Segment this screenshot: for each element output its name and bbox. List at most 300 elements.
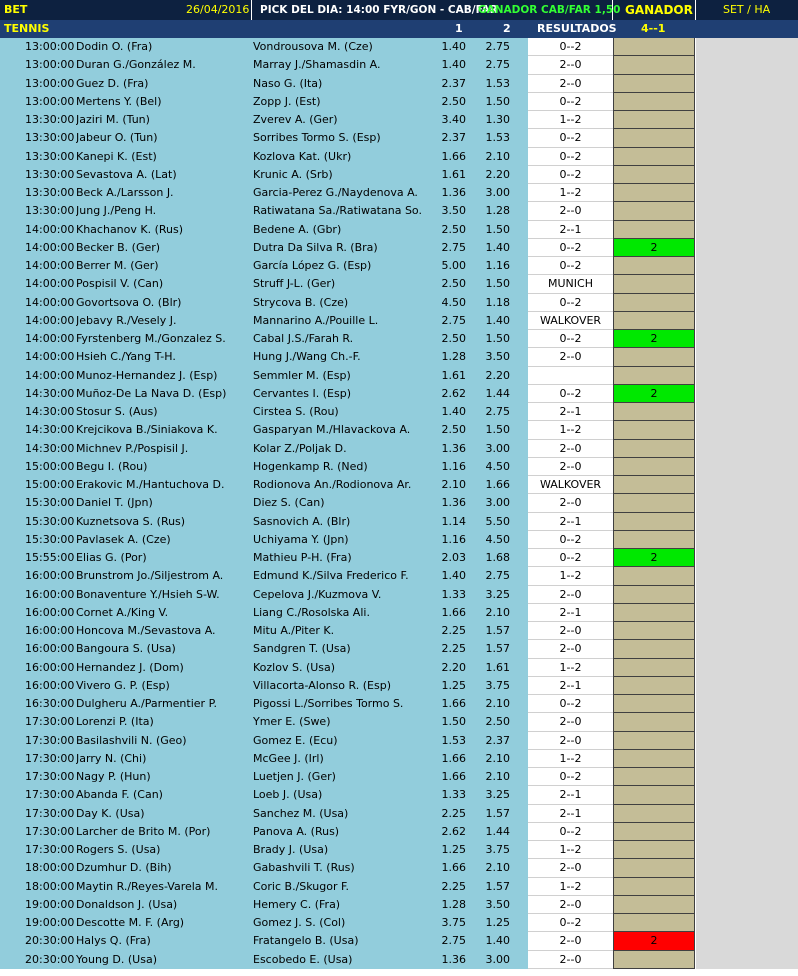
odds-1-cell[interactable]: 2.50 xyxy=(441,423,466,437)
player-1-cell[interactable]: Jarry N. (Chi) xyxy=(76,751,147,765)
set-ha-cell[interactable] xyxy=(696,622,798,640)
player-2-cell[interactable]: Escobedo E. (Usa) xyxy=(253,952,353,966)
result-cell[interactable]: 0--2 xyxy=(528,330,613,348)
result-cell[interactable]: 2--0 xyxy=(528,732,613,750)
set-ha-cell[interactable] xyxy=(696,859,798,877)
player-2-cell[interactable]: Cabal J.S./Farah R. xyxy=(253,332,354,345)
set-ha-cell[interactable] xyxy=(696,841,798,859)
player-2-cell[interactable]: Kolar Z./Poljak D. xyxy=(253,441,347,455)
ganador-cell[interactable] xyxy=(613,494,695,512)
result-cell[interactable]: 2--0 xyxy=(528,494,613,512)
result-cell[interactable]: 0--2 xyxy=(528,294,613,312)
result-cell[interactable]: 2--1 xyxy=(528,221,613,239)
set-ha-cell[interactable] xyxy=(696,713,798,731)
odds-2-cell[interactable]: 3.00 xyxy=(485,952,510,966)
result-cell[interactable]: 0--2 xyxy=(528,166,613,184)
odds-1-cell[interactable]: 3.75 xyxy=(441,916,466,929)
player-1-cell[interactable]: Abanda F. (Can) xyxy=(76,788,163,802)
result-cell[interactable]: 1--2 xyxy=(528,841,613,859)
result-cell[interactable]: 2--0 xyxy=(528,75,613,93)
player-1-cell[interactable]: Beck A./Larsson J. xyxy=(76,186,174,199)
odds-2-cell[interactable]: 1.53 xyxy=(485,76,510,90)
set-ha-cell[interactable] xyxy=(696,275,798,293)
ganador-cell[interactable] xyxy=(613,640,695,658)
odds-2-cell[interactable]: 3.00 xyxy=(485,441,510,455)
ganador-cell[interactable] xyxy=(613,859,695,877)
match-time-cell[interactable]: 19:00:00 xyxy=(25,916,75,929)
odds-1-cell[interactable]: 2.25 xyxy=(441,806,466,820)
odds-2-cell[interactable]: 3.50 xyxy=(485,897,510,911)
set-ha-cell[interactable] xyxy=(696,494,798,512)
ganador-cell[interactable] xyxy=(613,750,695,768)
odds-2-cell[interactable]: 3.75 xyxy=(485,678,510,692)
player-1-cell[interactable]: Stosur S. (Aus) xyxy=(76,405,158,418)
ganador-cell[interactable] xyxy=(613,111,695,129)
result-cell[interactable]: MUNICH xyxy=(528,275,613,293)
odds-1-cell[interactable]: 1.66 xyxy=(441,149,466,163)
odds-2-cell[interactable]: 1.50 xyxy=(485,94,510,108)
set-ha-cell[interactable] xyxy=(696,257,798,275)
result-cell[interactable]: 2--1 xyxy=(528,403,613,421)
player-2-cell[interactable]: Sandgren T. (Usa) xyxy=(253,642,351,656)
player-1-cell[interactable]: Halys Q. (Fra) xyxy=(76,934,151,948)
odds-1-cell[interactable]: 1.16 xyxy=(441,532,466,546)
match-time-cell[interactable]: 17:30:00 xyxy=(25,843,75,856)
odds-2-cell[interactable]: 2.10 xyxy=(485,149,510,163)
odds-1-cell[interactable]: 1.36 xyxy=(441,952,466,966)
set-ha-cell[interactable] xyxy=(696,348,798,366)
match-time-cell[interactable]: 14:00:00 xyxy=(25,259,75,272)
result-cell[interactable]: 0--2 xyxy=(528,129,613,147)
ganador-cell[interactable] xyxy=(613,184,695,202)
set-ha-cell[interactable] xyxy=(696,221,798,239)
set-ha-cell[interactable] xyxy=(696,549,798,567)
set-ha-cell[interactable] xyxy=(696,202,798,220)
odds-1-cell[interactable]: 2.10 xyxy=(441,478,466,491)
odds-1-cell[interactable]: 5.00 xyxy=(441,259,466,272)
player-2-cell[interactable]: Loeb J. (Usa) xyxy=(253,788,323,802)
set-ha-cell[interactable] xyxy=(696,659,798,677)
odds-1-cell[interactable]: 1.16 xyxy=(441,459,466,473)
odds-2-cell[interactable]: 1.18 xyxy=(485,295,510,309)
ganador-cell[interactable] xyxy=(613,348,695,366)
set-ha-cell[interactable] xyxy=(696,786,798,804)
odds-1-cell[interactable]: 2.50 xyxy=(441,277,466,291)
odds-2-cell[interactable]: 3.75 xyxy=(485,843,510,856)
match-time-cell[interactable]: 14:00:00 xyxy=(25,240,75,254)
match-time-cell[interactable]: 18:00:00 xyxy=(25,879,75,893)
player-2-cell[interactable]: Gomez E. (Ecu) xyxy=(253,733,338,747)
odds-1-cell[interactable]: 1.25 xyxy=(441,843,466,856)
player-1-cell[interactable]: Jaziri M. (Tun) xyxy=(76,113,150,126)
player-1-cell[interactable]: Jabeur O. (Tun) xyxy=(76,131,158,145)
result-cell[interactable]: 0--2 xyxy=(528,695,613,713)
odds-1-cell[interactable]: 2.62 xyxy=(441,824,466,838)
result-cell[interactable]: WALKOVER xyxy=(528,312,613,330)
odds-2-cell[interactable]: 2.75 xyxy=(485,58,510,72)
player-2-cell[interactable]: Krunic A. (Srb) xyxy=(253,167,333,181)
result-cell[interactable]: 2--0 xyxy=(528,896,613,914)
player-1-cell[interactable]: Govortsova O. (Blr) xyxy=(76,295,182,309)
odds-2-cell[interactable]: 2.50 xyxy=(485,715,510,729)
player-1-cell[interactable]: Bonaventure Y./Hsieh S-W. xyxy=(76,587,220,601)
player-1-cell[interactable]: Vivero G. P. (Esp) xyxy=(76,678,170,692)
player-1-cell[interactable]: Cornet A./King V. xyxy=(76,605,169,619)
player-1-cell[interactable]: Krejcikova B./Siniakova K. xyxy=(76,423,218,437)
result-cell[interactable] xyxy=(528,367,613,385)
player-1-cell[interactable]: Basilashvili N. (Geo) xyxy=(76,733,187,747)
match-time-cell[interactable]: 17:30:00 xyxy=(25,715,75,729)
odds-2-cell[interactable]: 5.50 xyxy=(485,514,510,528)
player-1-cell[interactable]: Munoz-Hernandez J. (Esp) xyxy=(76,368,218,382)
odds-2-cell[interactable]: 3.00 xyxy=(485,496,510,510)
player-1-cell[interactable]: Descotte M. F. (Arg) xyxy=(76,916,185,929)
set-ha-cell[interactable] xyxy=(696,695,798,713)
odds-2-cell[interactable]: 2.75 xyxy=(485,405,510,418)
ganador-cell[interactable] xyxy=(613,841,695,859)
set-ha-cell[interactable] xyxy=(696,421,798,439)
ganador-cell[interactable] xyxy=(613,38,695,56)
player-1-cell[interactable]: Bangoura S. (Usa) xyxy=(76,642,176,656)
header-bet-cell[interactable] xyxy=(0,0,252,20)
match-time-cell[interactable]: 13:30:00 xyxy=(25,113,75,126)
set-ha-cell[interactable] xyxy=(696,586,798,604)
match-time-cell[interactable]: 14:30:00 xyxy=(25,441,75,455)
match-time-cell[interactable]: 20:30:00 xyxy=(25,952,75,966)
result-cell[interactable]: 2--0 xyxy=(528,713,613,731)
odds-1-cell[interactable]: 2.03 xyxy=(441,551,466,564)
result-cell[interactable]: 2--0 xyxy=(528,440,613,458)
player-2-cell[interactable]: Diez S. (Can) xyxy=(253,496,325,510)
odds-1-cell[interactable]: 1.14 xyxy=(441,514,466,528)
odds-1-cell[interactable]: 1.36 xyxy=(441,441,466,455)
player-2-cell[interactable]: McGee J. (Irl) xyxy=(253,751,324,765)
ganador-cell[interactable] xyxy=(613,713,695,731)
set-ha-cell[interactable] xyxy=(696,750,798,768)
match-time-cell[interactable]: 14:30:00 xyxy=(25,405,75,418)
ganador-cell[interactable] xyxy=(613,732,695,750)
player-2-cell[interactable]: Liang C./Rosolska Ali. xyxy=(253,605,370,619)
set-ha-cell[interactable] xyxy=(696,184,798,202)
player-1-cell[interactable]: Dulgheru A./Parmentier P. xyxy=(76,697,217,710)
match-time-cell[interactable]: 16:00:00 xyxy=(25,569,75,583)
set-ha-cell[interactable] xyxy=(696,38,798,56)
odds-2-cell[interactable]: 2.10 xyxy=(485,751,510,765)
player-2-cell[interactable]: Panova A. (Rus) xyxy=(253,824,340,838)
match-time-cell[interactable]: 14:00:00 xyxy=(25,295,75,309)
match-time-cell[interactable]: 14:30:00 xyxy=(25,386,75,400)
set-ha-cell[interactable] xyxy=(696,294,798,312)
odds-1-cell[interactable]: 2.25 xyxy=(441,879,466,893)
header-pick-cell[interactable] xyxy=(252,0,621,20)
player-1-cell[interactable]: Dodin O. (Fra) xyxy=(76,40,153,53)
player-2-cell[interactable]: Fratangelo B. (Usa) xyxy=(253,934,359,948)
player-1-cell[interactable]: Hernandez J. (Dom) xyxy=(76,660,184,674)
set-ha-cell[interactable] xyxy=(696,75,798,93)
match-time-cell[interactable]: 13:30:00 xyxy=(25,131,75,145)
ganador-cell[interactable] xyxy=(613,531,695,549)
match-time-cell[interactable]: 15:55:00 xyxy=(25,551,75,564)
player-2-cell[interactable]: Zopp J. (Est) xyxy=(253,94,321,108)
odds-2-cell[interactable]: 1.40 xyxy=(485,313,510,327)
match-time-cell[interactable]: 16:00:00 xyxy=(25,605,75,619)
player-1-cell[interactable]: Daniel T. (Jpn) xyxy=(76,496,153,510)
odds-1-cell[interactable]: 4.50 xyxy=(441,295,466,309)
player-2-cell[interactable]: Ymer E. (Swe) xyxy=(253,715,331,729)
odds-1-cell[interactable]: 2.50 xyxy=(441,332,466,345)
result-cell[interactable]: 2--0 xyxy=(528,458,613,476)
result-cell[interactable]: 2--1 xyxy=(528,677,613,695)
ganador-cell[interactable] xyxy=(613,659,695,677)
ganador-cell[interactable] xyxy=(613,878,695,896)
player-2-cell[interactable]: Hogenkamp R. (Ned) xyxy=(253,459,368,473)
ganador-cell[interactable] xyxy=(613,786,695,804)
ganador-cell[interactable] xyxy=(613,951,695,969)
result-cell[interactable]: 2--0 xyxy=(528,56,613,74)
ganador-cell[interactable] xyxy=(613,129,695,147)
set-ha-cell[interactable] xyxy=(696,513,798,531)
ganador-cell[interactable] xyxy=(613,805,695,823)
odds-1-cell[interactable]: 1.36 xyxy=(441,186,466,199)
ganador-cell[interactable] xyxy=(613,75,695,93)
player-1-cell[interactable]: Kanepi K. (Est) xyxy=(76,149,157,163)
odds-2-cell[interactable]: 1.44 xyxy=(485,824,510,838)
match-time-cell[interactable]: 14:00:00 xyxy=(25,313,75,327)
odds-2-cell[interactable]: 1.50 xyxy=(485,277,510,291)
player-2-cell[interactable]: Rodionova An./Rodionova Ar. xyxy=(253,478,412,491)
set-ha-cell[interactable] xyxy=(696,367,798,385)
odds-2-cell[interactable]: 4.50 xyxy=(485,459,510,473)
odds-1-cell[interactable]: 2.25 xyxy=(441,624,466,637)
odds-1-cell[interactable]: 2.25 xyxy=(441,642,466,656)
ganador-cell[interactable] xyxy=(613,202,695,220)
result-cell[interactable]: 0--2 xyxy=(528,257,613,275)
set-ha-cell[interactable] xyxy=(696,604,798,622)
odds-2-cell[interactable]: 1.30 xyxy=(485,113,510,126)
header-ganador-cell[interactable] xyxy=(613,0,696,20)
match-time-cell[interactable]: 13:30:00 xyxy=(25,204,75,218)
set-ha-cell[interactable] xyxy=(696,768,798,786)
odds-1-cell[interactable]: 1.33 xyxy=(441,788,466,802)
odds-1-cell[interactable]: 3.40 xyxy=(441,113,466,126)
set-ha-cell[interactable] xyxy=(696,330,798,348)
set-ha-cell[interactable] xyxy=(696,732,798,750)
set-ha-cell[interactable] xyxy=(696,677,798,695)
ganador-cell[interactable] xyxy=(613,403,695,421)
match-time-cell[interactable]: 14:00:00 xyxy=(25,368,75,382)
match-time-cell[interactable]: 17:30:00 xyxy=(25,733,75,747)
result-cell[interactable]: 0--2 xyxy=(528,914,613,932)
set-ha-cell[interactable] xyxy=(696,312,798,330)
player-2-cell[interactable]: Edmund K./Silva Frederico F. xyxy=(253,569,409,583)
result-cell[interactable]: 0--2 xyxy=(528,549,613,567)
odds-2-cell[interactable]: 1.57 xyxy=(485,806,510,820)
match-time-cell[interactable]: 13:00:00 xyxy=(25,58,75,72)
result-cell[interactable]: 1--2 xyxy=(528,567,613,585)
ganador-cell[interactable] xyxy=(613,823,695,841)
player-2-cell[interactable]: Cirstea S. (Rou) xyxy=(253,405,339,418)
odds-1-cell[interactable]: 1.66 xyxy=(441,861,466,875)
player-2-cell[interactable]: Villacorta-Alonso R. (Esp) xyxy=(253,678,392,692)
result-cell[interactable]: 0--2 xyxy=(528,531,613,549)
ganador-cell[interactable]: 2 xyxy=(613,932,695,950)
set-ha-cell[interactable] xyxy=(696,56,798,74)
match-time-cell[interactable]: 14:00:00 xyxy=(25,222,75,236)
player-2-cell[interactable]: Gasparyan M./Hlavackova A. xyxy=(253,423,411,437)
player-2-cell[interactable]: Hung J./Wang Ch.-F. xyxy=(253,350,361,364)
player-2-cell[interactable]: Sanchez M. (Usa) xyxy=(253,806,349,820)
player-1-cell[interactable]: Hsieh C./Yang T-H. xyxy=(76,350,176,364)
odds-2-cell[interactable]: 2.10 xyxy=(485,697,510,710)
result-cell[interactable]: 2--1 xyxy=(528,513,613,531)
result-cell[interactable]: 2--0 xyxy=(528,932,613,950)
odds-2-cell[interactable]: 1.40 xyxy=(485,240,510,254)
result-cell[interactable]: 1--2 xyxy=(528,878,613,896)
ganador-cell[interactable] xyxy=(613,275,695,293)
odds-1-cell[interactable]: 2.75 xyxy=(441,934,466,948)
ganador-cell[interactable] xyxy=(613,148,695,166)
set-ha-cell[interactable] xyxy=(696,129,798,147)
player-2-cell[interactable]: Cervantes I. (Esp) xyxy=(253,386,351,400)
set-ha-cell[interactable] xyxy=(696,403,798,421)
odds-1-cell[interactable]: 1.40 xyxy=(441,40,466,53)
odds-1-cell[interactable]: 2.75 xyxy=(441,313,466,327)
odds-1-cell[interactable]: 1.66 xyxy=(441,697,466,710)
player-1-cell[interactable]: Jung J./Peng H. xyxy=(76,204,157,218)
result-cell[interactable]: 0--2 xyxy=(528,93,613,111)
match-time-cell[interactable]: 16:00:00 xyxy=(25,660,75,674)
match-time-cell[interactable]: 13:30:00 xyxy=(25,167,75,181)
match-time-cell[interactable]: 15:30:00 xyxy=(25,532,75,546)
odds-2-cell[interactable]: 2.37 xyxy=(485,733,510,747)
match-time-cell[interactable]: 17:30:00 xyxy=(25,806,75,820)
odds-2-cell[interactable]: 2.10 xyxy=(485,861,510,875)
player-2-cell[interactable]: Gomez J. S. (Col) xyxy=(253,916,346,929)
result-cell[interactable]: 2--0 xyxy=(528,348,613,366)
odds-2-cell[interactable]: 1.57 xyxy=(485,879,510,893)
match-time-cell[interactable]: 14:30:00 xyxy=(25,423,75,437)
odds-2-cell[interactable]: 1.25 xyxy=(485,916,510,929)
ganador-cell[interactable]: 2 xyxy=(613,549,695,567)
odds-2-cell[interactable]: 4.50 xyxy=(485,532,510,546)
odds-1-cell[interactable]: 2.62 xyxy=(441,386,466,400)
player-1-cell[interactable]: Mertens Y. (Bel) xyxy=(76,94,162,108)
ganador-cell[interactable] xyxy=(613,421,695,439)
odds-2-cell[interactable]: 1.28 xyxy=(485,204,510,218)
odds-2-cell[interactable]: 1.53 xyxy=(485,131,510,145)
player-2-cell[interactable]: Gabashvili T. (Rus) xyxy=(253,861,355,875)
odds-1-cell[interactable]: 1.66 xyxy=(441,751,466,765)
match-time-cell[interactable]: 13:30:00 xyxy=(25,186,75,199)
result-cell[interactable]: 0--2 xyxy=(528,38,613,56)
odds-2-cell[interactable]: 3.25 xyxy=(485,788,510,802)
odds-2-cell[interactable]: 1.66 xyxy=(485,478,510,491)
player-2-cell[interactable]: Kozlova Kat. (Ukr) xyxy=(253,149,352,163)
odds-2-cell[interactable]: 2.20 xyxy=(485,368,510,382)
player-1-cell[interactable]: Pospisil V. (Can) xyxy=(76,277,164,291)
match-time-cell[interactable]: 14:00:00 xyxy=(25,332,75,345)
odds-1-cell[interactable]: 2.37 xyxy=(441,76,466,90)
player-2-cell[interactable]: Semmler M. (Esp) xyxy=(253,368,351,382)
player-1-cell[interactable]: Berrer M. (Ger) xyxy=(76,259,159,272)
match-time-cell[interactable]: 16:00:00 xyxy=(25,642,75,656)
player-2-cell[interactable]: Kozlov S. (Usa) xyxy=(253,660,336,674)
player-2-cell[interactable]: Brady J. (Usa) xyxy=(253,843,329,856)
odds-2-cell[interactable]: 1.57 xyxy=(485,624,510,637)
odds-2-cell[interactable]: 2.20 xyxy=(485,167,510,181)
match-time-cell[interactable]: 13:00:00 xyxy=(25,94,75,108)
ganador-cell[interactable] xyxy=(613,458,695,476)
player-1-cell[interactable]: Honcova M./Sevastova A. xyxy=(76,624,216,637)
match-time-cell[interactable]: 17:30:00 xyxy=(25,824,75,838)
match-time-cell[interactable]: 17:30:00 xyxy=(25,751,75,765)
match-time-cell[interactable]: 13:00:00 xyxy=(25,40,75,53)
match-time-cell[interactable]: 16:30:00 xyxy=(25,697,75,710)
set-ha-cell[interactable] xyxy=(696,385,798,403)
odds-2-cell[interactable]: 2.10 xyxy=(485,770,510,783)
ganador-cell[interactable] xyxy=(613,896,695,914)
odds-2-cell[interactable]: 3.50 xyxy=(485,350,510,364)
odds-2-cell[interactable]: 1.44 xyxy=(485,386,510,400)
player-2-cell[interactable]: Luetjen J. (Ger) xyxy=(253,770,336,783)
match-time-cell[interactable]: 17:30:00 xyxy=(25,770,75,783)
set-ha-cell[interactable] xyxy=(696,458,798,476)
odds-1-cell[interactable]: 2.20 xyxy=(441,660,466,674)
player-2-cell[interactable]: Strycova B. (Cze) xyxy=(253,295,349,309)
result-cell[interactable]: 0--2 xyxy=(528,768,613,786)
odds-2-cell[interactable]: 1.68 xyxy=(485,551,510,564)
ganador-cell[interactable] xyxy=(613,166,695,184)
match-time-cell[interactable]: 15:00:00 xyxy=(25,478,75,491)
player-2-cell[interactable]: Mitu A./Piter K. xyxy=(253,624,335,637)
result-cell[interactable]: 1--2 xyxy=(528,111,613,129)
player-1-cell[interactable]: Rogers S. (Usa) xyxy=(76,843,161,856)
result-cell[interactable]: 0--2 xyxy=(528,385,613,403)
odds-1-cell[interactable]: 1.61 xyxy=(441,167,466,181)
player-2-cell[interactable]: Zverev A. (Ger) xyxy=(253,113,338,126)
player-1-cell[interactable]: Maytin R./Reyes-Varela M. xyxy=(76,879,219,893)
match-time-cell[interactable]: 13:30:00 xyxy=(25,149,75,163)
match-time-cell[interactable]: 16:00:00 xyxy=(25,678,75,692)
player-2-cell[interactable]: Pigossi L./Sorribes Tormo S. xyxy=(253,697,404,710)
player-1-cell[interactable]: Brunstrom Jo./Siljestrom A. xyxy=(76,569,224,583)
ganador-cell[interactable]: 2 xyxy=(613,239,695,257)
set-ha-cell[interactable] xyxy=(696,805,798,823)
player-1-cell[interactable]: Larcher de Brito M. (Por) xyxy=(76,824,211,838)
result-cell[interactable]: 2--1 xyxy=(528,604,613,622)
match-time-cell[interactable]: 14:00:00 xyxy=(25,277,75,291)
player-2-cell[interactable]: Struff J-L. (Ger) xyxy=(253,277,336,291)
result-cell[interactable]: 1--2 xyxy=(528,659,613,677)
odds-1-cell[interactable]: 1.53 xyxy=(441,733,466,747)
player-2-cell[interactable]: Sasnovich A. (Blr) xyxy=(253,514,351,528)
match-time-cell[interactable]: 16:00:00 xyxy=(25,587,75,601)
ganador-cell[interactable] xyxy=(613,586,695,604)
player-2-cell[interactable]: Garcia-Perez G./Naydenova A. xyxy=(253,186,418,199)
player-1-cell[interactable]: Muñoz-De La Nava D. (Esp) xyxy=(76,386,227,400)
set-ha-cell[interactable] xyxy=(696,148,798,166)
set-ha-cell[interactable] xyxy=(696,896,798,914)
match-time-cell[interactable]: 17:30:00 xyxy=(25,788,75,802)
player-1-cell[interactable]: Young D. (Usa) xyxy=(76,952,157,966)
set-ha-cell[interactable] xyxy=(696,932,798,950)
set-ha-cell[interactable] xyxy=(696,567,798,585)
ganador-cell[interactable] xyxy=(613,312,695,330)
player-1-cell[interactable]: Dzumhur D. (Bih) xyxy=(76,861,172,875)
player-2-cell[interactable]: Mannarino A./Pouille L. xyxy=(253,313,379,327)
odds-2-cell[interactable]: 3.25 xyxy=(485,587,510,601)
ganador-cell[interactable]: 2 xyxy=(613,330,695,348)
